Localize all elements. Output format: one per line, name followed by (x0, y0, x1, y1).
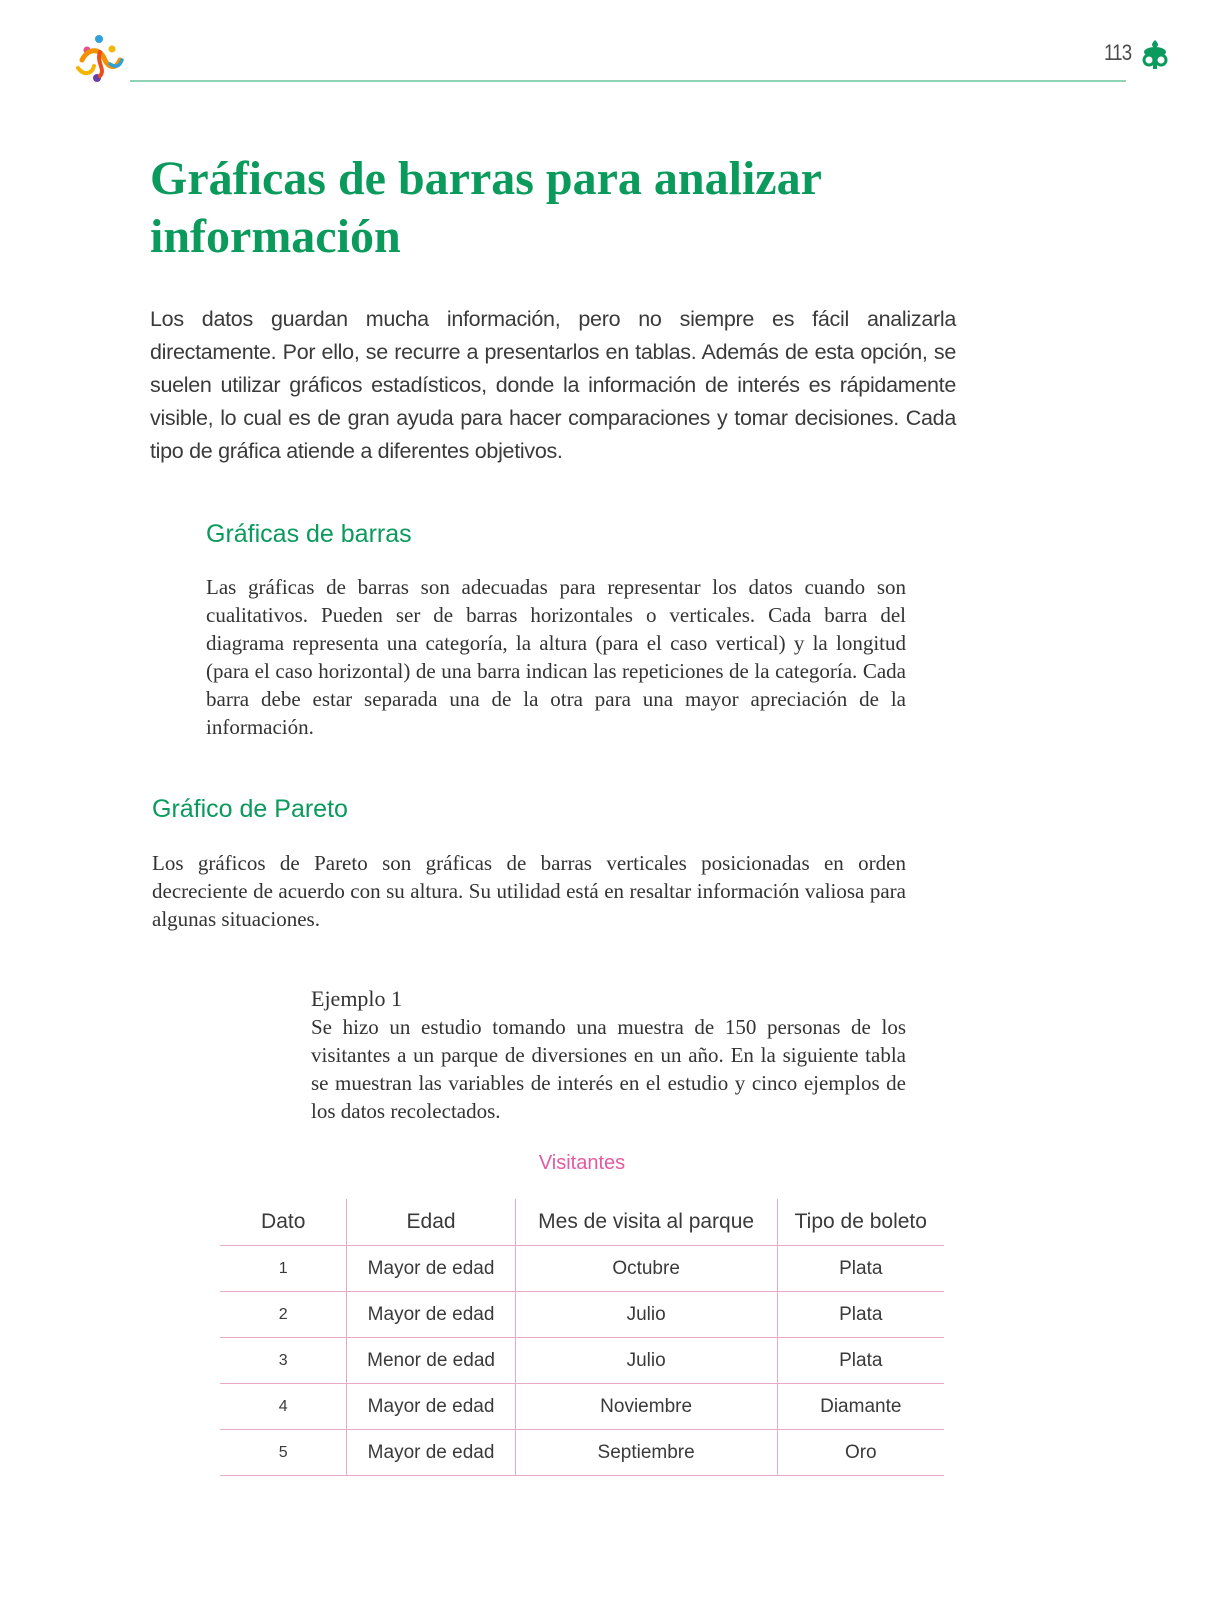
header-dato: Dato (261, 1210, 306, 1233)
cell-dato: 5 (220, 1430, 347, 1476)
cell-edad: Mayor de edad (347, 1384, 515, 1430)
header-edad: Edad (347, 1199, 515, 1246)
cell-edad: Menor de edad (347, 1338, 515, 1384)
table-caption: Visitantes (538, 1152, 626, 1174)
page-title (150, 150, 970, 266)
cell-edad: Mayor de edad (347, 1292, 515, 1338)
cell-tipo: Oro (777, 1430, 944, 1476)
visitors-table (220, 1199, 944, 1476)
cell-dato: 1 (220, 1246, 347, 1292)
cell-mes: Julio (515, 1292, 777, 1338)
table-row (220, 1338, 944, 1384)
bar-charts-heading: Gráficas de barras (206, 520, 412, 548)
table-row (220, 1384, 944, 1430)
cell-mes: Septiembre (515, 1430, 777, 1476)
intro-paragraph: Los datos guardan mucha información, pero no siempre es fácil analizarla directamente. Por ello, se recurre a presentarlos en tablas. Además de esta opción, se suelen utilizar gráficos estadísticos, donde la información de interés es rápidamente visible, lo cual es de gran ayuda para hacer comparaciones y tomar decisiones. Cada tipo de gráfica atiende a diferentes objetivos. (150, 307, 956, 463)
cell-mes: Noviembre (515, 1384, 777, 1430)
page-title-line2: información (150, 210, 401, 263)
cell-dato: 2 (220, 1292, 347, 1338)
page-title-line1: Gráficas de barras para analizar (150, 152, 822, 205)
table-row (220, 1430, 944, 1476)
example-paragraph: Se hizo un estudio tomando una muestra de 150 personas de los visitantes a un parque de diversiones en un año. En la siguiente tabla se muestran las variables de interés en el estudio y cinco ejemplos de los datos recolectados. (311, 1015, 906, 1123)
pareto-heading: Gráfico de Pareto (152, 795, 348, 823)
cell-edad: Mayor de edad (347, 1246, 515, 1292)
cell-tipo: Plata (777, 1292, 944, 1338)
cell-tipo: Plata (777, 1338, 944, 1384)
cell-tipo: Diamante (777, 1384, 944, 1430)
cell-dato: 4 (220, 1384, 347, 1430)
table-header-row (220, 1199, 944, 1246)
cell-mes: Octubre (515, 1246, 777, 1292)
cell-tipo: Plata (777, 1246, 944, 1292)
colorful-figures-logo-icon (70, 30, 128, 88)
bar-charts-paragraph: Las gráficas de barras son adecuadas para representar los datos cuando son cualitativos. Pueden ser de barras horizontales o verticales. Cada barra del diagrama representa una categoría, la altura (para el caso vertical) y la longitud (para el caso horizontal) de una barra indican las repeticiones de la categoría. Cada barra debe estar separada una de la otra para una mayor apreciación de la información. (206, 575, 906, 739)
header-mes: Mes de visita al parque (515, 1199, 777, 1246)
cell-edad: Mayor de edad (347, 1430, 515, 1476)
table-row (220, 1246, 944, 1292)
pareto-paragraph: Los gráficos de Pareto son gráficas de barras verticales posicionadas en orden decreciente de acuerdo con su altura. Su utilidad está en resaltar información valiosa para algunas situaciones. (152, 851, 906, 931)
cell-dato: 3 (220, 1338, 347, 1384)
example-label: Ejemplo 1 (311, 986, 403, 1011)
header-tipo: Tipo de boleto (777, 1199, 944, 1246)
green-emblem-icon (1141, 38, 1169, 70)
cell-mes: Julio (515, 1338, 777, 1384)
header-rule (130, 80, 1126, 82)
page-number: 113 (1104, 40, 1132, 65)
table-row (220, 1292, 944, 1338)
